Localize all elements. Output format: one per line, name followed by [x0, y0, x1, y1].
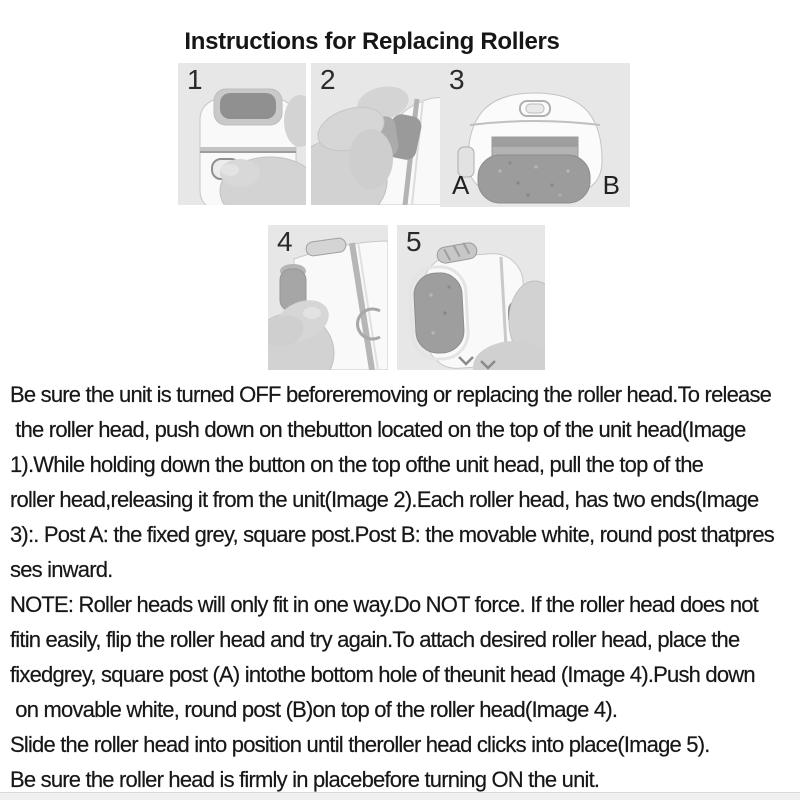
figure-number-3: 3	[449, 64, 465, 95]
instruction-line: 1).While holding down the button on the top ofthe unit head, pull the top of the	[10, 452, 704, 477]
instruction-line: fitin easily, flip the roller head and try again.To attach desired roller head, place the	[10, 627, 740, 652]
instruction-line: fixedgrey, square post (A) intothe bottom hole of theunit head (Image 4).Push down	[10, 662, 755, 687]
instruction-line: Be sure the unit is turned OFF beforeremoving or replacing the roller head.To release	[10, 382, 772, 407]
post-b-label: B	[602, 170, 620, 200]
photo-step-1	[178, 63, 306, 205]
instruction-text	[10, 377, 796, 797]
figure-number-1: 1	[187, 64, 203, 95]
page-title: Instructions for Replacing Rollers	[184, 28, 560, 55]
instruction-line: the roller head, push down on thebutton located on the top of the unit head(Image	[10, 417, 746, 442]
figure-number-2: 2	[320, 64, 336, 95]
figure-number-5: 5	[406, 226, 422, 257]
bottom-divider	[0, 792, 800, 800]
instruction-line: on movable white, round post (B)on top of the roller head(Image 4).	[10, 697, 618, 722]
instruction-line: 3):. Post A: the fixed grey, square post.Post B: the movable white, round post thatpres	[10, 522, 775, 547]
instruction-line: ses inward.	[10, 557, 113, 582]
post-a-label: A	[452, 170, 470, 200]
roller-head	[413, 272, 465, 354]
figure-number-4: 4	[277, 226, 293, 257]
instruction-line: Slide the roller head into position until theroller head clicks into place(Image 5).	[10, 732, 710, 757]
instruction-line: roller head,releasing it from the unit(Image 2).Each roller head, has two ends(Image	[10, 487, 759, 512]
instruction-line: NOTE: Roller heads will only fit in one way.Do NOT force. If the roller head does not	[10, 592, 758, 617]
photo-step-2	[311, 63, 444, 205]
photo-step-3	[440, 63, 630, 207]
instruction-line: Be sure the roller head is firmly in placebefore turning ON the unit.	[10, 767, 600, 792]
roller-head	[478, 155, 590, 203]
photo-step-4	[268, 225, 388, 370]
photo-step-5	[397, 225, 545, 370]
